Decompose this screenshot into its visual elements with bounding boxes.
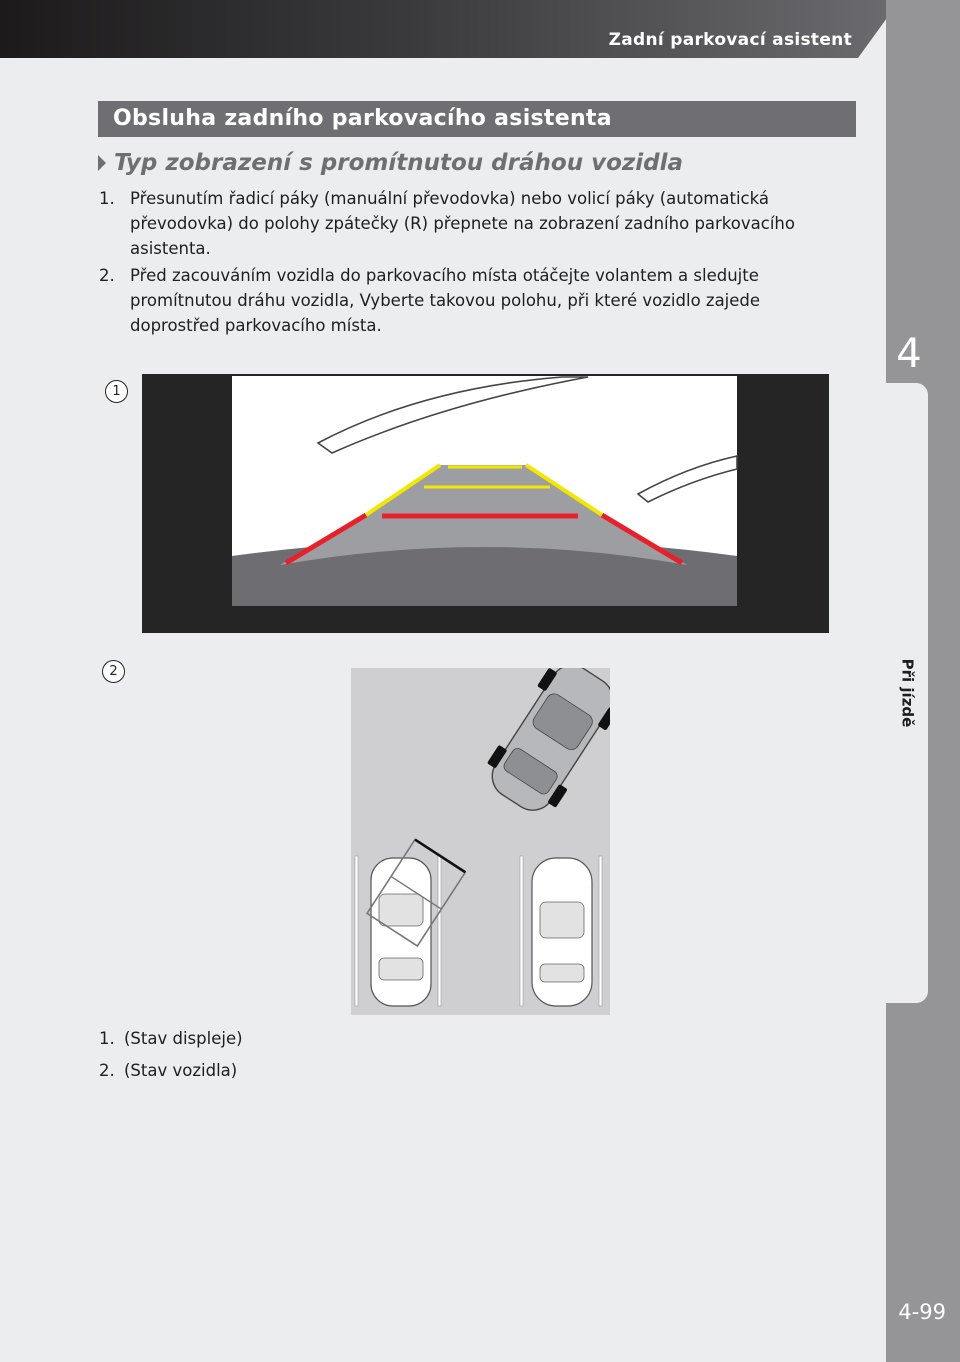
- step-text: Přesunutím řadicí páky (manuální převodovka) nebo volicí páky (automatická převodovka) do polohy zpátečky (R) přepnete na zobrazení zadního parkovacího asistenta.: [130, 189, 795, 258]
- callout-1: 1: [105, 380, 128, 403]
- vehicle-position-figure: [351, 668, 610, 1015]
- parking-line: [520, 856, 523, 1006]
- step-number: 1.: [99, 189, 115, 208]
- parked-car-right: [532, 858, 592, 1006]
- caption-item: 1. (Stav displeje): [99, 1029, 243, 1048]
- instruction-steps: [99, 186, 839, 340]
- step-text: Před zacouváním vozidla do parkovacího místa otáčejte volantem a sledujte promítnutou dráhu vozidla, Vyberte takovou polohu, při které vozidlo zajede doprostřed parkovacího místa.: [130, 266, 761, 335]
- subheading-text: Typ zobrazení s promítnutou dráhou vozidla: [114, 150, 684, 176]
- step-item: [99, 263, 839, 338]
- subheading: [98, 150, 683, 176]
- chapter-number: 4: [896, 331, 922, 377]
- step-item: [99, 186, 839, 261]
- caption-item: 2. (Stav vozidla): [99, 1061, 238, 1080]
- parking-line: [438, 856, 441, 1006]
- step-number: 2.: [99, 266, 115, 285]
- chapter-tab-label: Při jízdě: [898, 658, 916, 728]
- section-heading: Obsluha zadního parkovacího asistenta: [98, 101, 856, 137]
- parking-line: [599, 856, 602, 1006]
- running-title: Zadní parkovací asistent: [608, 30, 852, 50]
- parked-car-left: [371, 858, 431, 1006]
- page-number: 4-99: [898, 1300, 946, 1324]
- display-view-figure: [142, 374, 829, 633]
- figure-captions: [99, 1026, 243, 1090]
- parking-line: [355, 856, 358, 1006]
- callout-2: 2: [102, 660, 125, 683]
- triangle-bullet-icon: [98, 155, 106, 171]
